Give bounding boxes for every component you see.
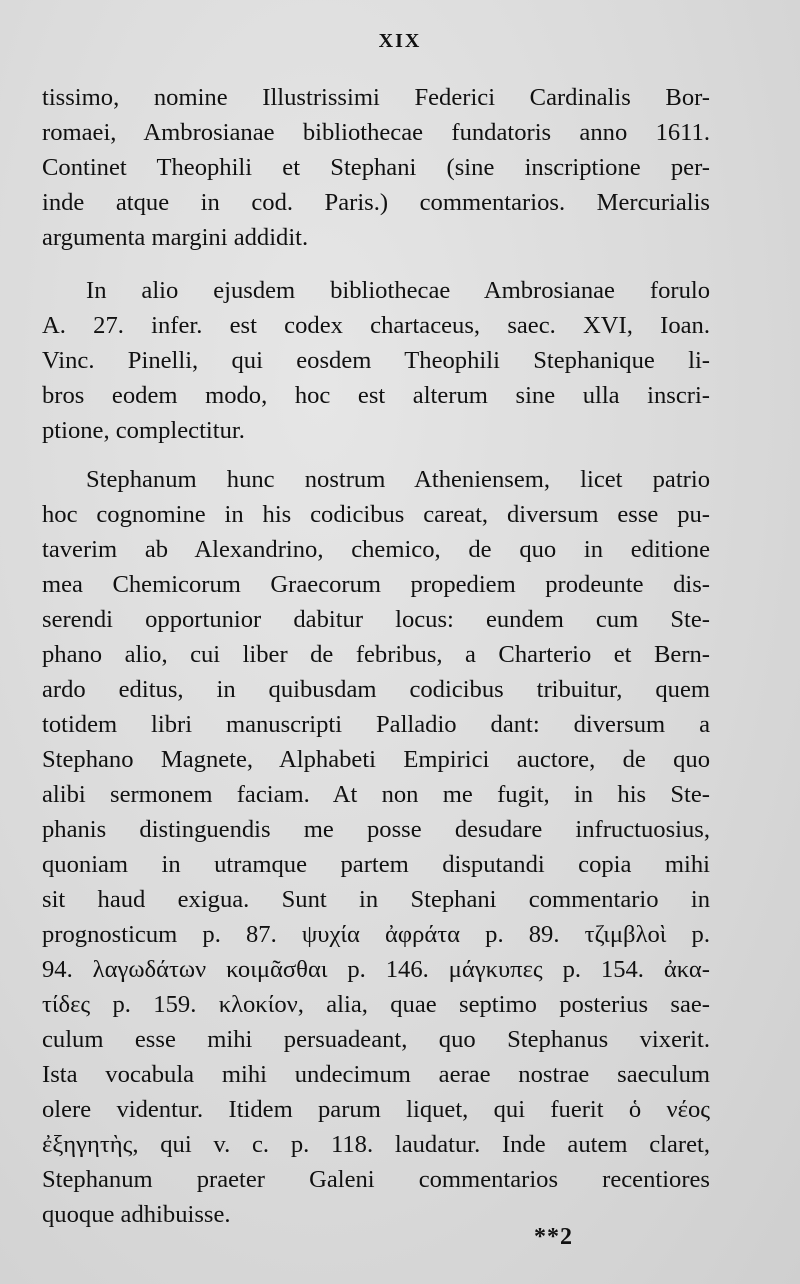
text-line: romaei, Ambrosianae bibliothecae fundatoris anno 1611. [42, 119, 710, 146]
text-line: In alio ejusdem bibliothecae Ambrosianae forulo [86, 277, 710, 304]
text-line: quoque adhibuisse. [42, 1201, 231, 1228]
text-line: ptione, complectitur. [42, 417, 245, 444]
text-line: taverim ab Alexandrino, chemico, de quo in editione [42, 536, 710, 563]
page-number: XIX [378, 30, 422, 52]
paragraph-3 [42, 462, 710, 1232]
text-line: Continet Theophili et Stephani (sine inscriptione per- [42, 154, 710, 181]
body-text [42, 80, 710, 1232]
text-line: Vinc. Pinelli, qui eosdem Theophili Stephanique li- [42, 347, 710, 374]
text-line: phanis distinguendis me posse desudare infructuosius, [42, 816, 710, 843]
text-line: sit haud exigua. Sunt in Stephani commentario in [42, 886, 710, 913]
text-line: culum esse mihi persuadeant, quo Stephanus vixerit. [42, 1026, 710, 1053]
text-line: phano alio, cui liber de febribus, a Charterio et Bern- [42, 641, 710, 668]
text-line: tissimo, nomine Illustrissimi Federici Cardinalis Bor- [42, 84, 710, 111]
text-line: Ista vocabula mihi undecimum aerae nostrae saeculum [42, 1061, 710, 1088]
text-line: prognosticum p. 87. ψυχία ἀφράτα p. 89. τζιμβλοὶ p. [42, 921, 710, 948]
text-line: quoniam in utramque partem disputandi copia mihi [42, 851, 710, 878]
text-line: Stephano Magnete, Alphabeti Empirici auctore, de quo [42, 746, 710, 773]
text-line: Stephanum praeter Galeni commentarios recentiores [42, 1166, 710, 1193]
text-line: hoc cognomine in his codicibus careat, diversum esse pu- [42, 501, 710, 528]
text-line: ἐξηγητὴς, qui v. c. p. 118. laudatur. Inde autem claret, [42, 1131, 710, 1158]
paragraph-2 [42, 273, 710, 448]
text-line: ardo editus, in quibusdam codicibus tribuitur, quem [42, 676, 710, 703]
text-line: τίδες p. 159. κλοκίον, alia, quae septimo posterius sae- [42, 991, 710, 1018]
text-line: 94. λαγωδάτων κοιμᾶσθαι p. 146. μάγκυπες p. 154. ἀκα- [42, 956, 710, 983]
text-line: argumenta margini addidit. [42, 224, 309, 251]
signature-mark: **2 [534, 1224, 573, 1250]
text-line: mea Chemicorum Graecorum propediem prodeunte dis- [42, 571, 710, 598]
text-line: Stephanum hunc nostrum Atheniensem, licet patrio [86, 466, 710, 493]
text-line: A. 27. infer. est codex chartaceus, saec. XVI, Ioan. [42, 312, 710, 339]
text-line: totidem libri manuscripti Palladio dant: diversum a [42, 711, 710, 738]
paragraph-1 [42, 80, 710, 255]
text-line: alibi sermonem faciam. At non me fugit, in his Ste- [42, 781, 710, 808]
text-line: olere videntur. Itidem parum liquet, qui fuerit ὁ νέος [42, 1096, 710, 1123]
text-line: inde atque in cod. Paris.) commentarios. Mercurialis [42, 189, 710, 216]
text-line: bros eodem modo, hoc est alterum sine ulla inscri- [42, 382, 710, 409]
text-line: serendi opportunior dabitur locus: eundem cum Ste- [42, 606, 710, 633]
